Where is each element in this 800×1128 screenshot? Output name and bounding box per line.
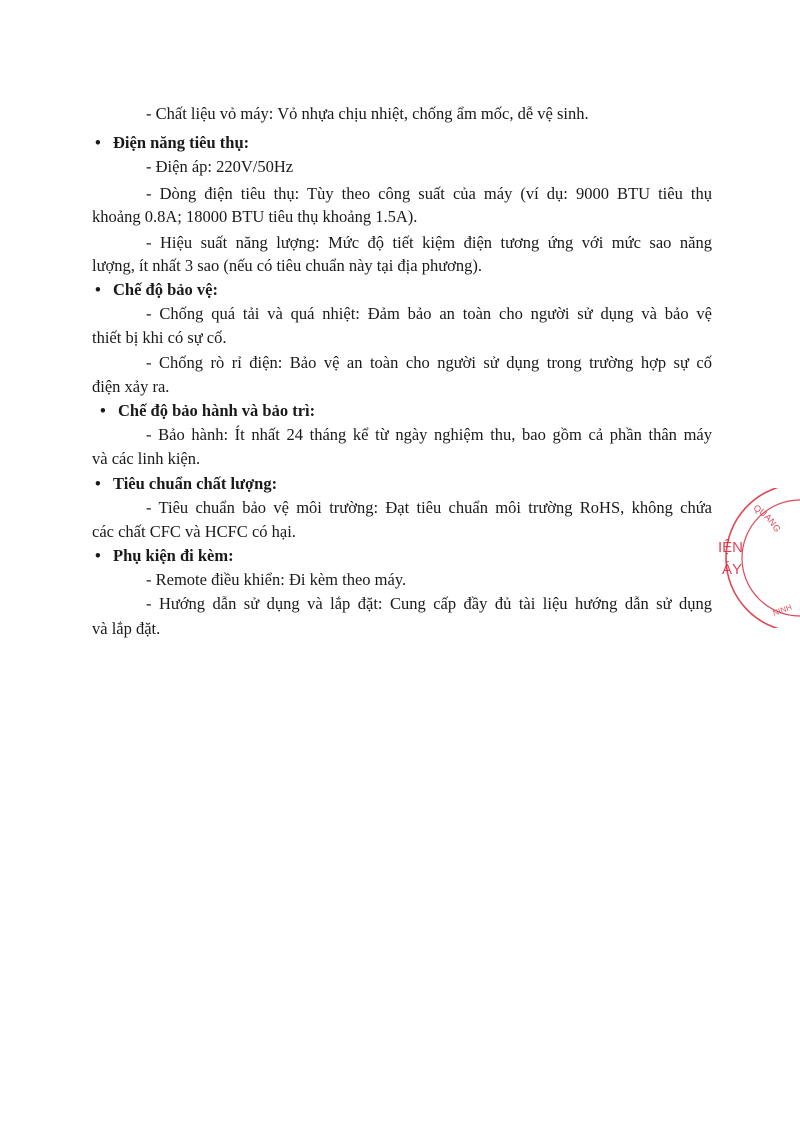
bullet: • xyxy=(100,401,106,420)
bullet: • xyxy=(95,546,101,565)
text-line: - Điện áp: 220V/50Hz xyxy=(146,157,294,176)
bullet: • xyxy=(95,133,101,152)
bullet: • xyxy=(95,474,101,493)
stamp-seal xyxy=(688,488,800,628)
section-heading xyxy=(95,546,715,566)
text-line: - Chất liệu vỏ máy: Vỏ nhựa chịu nhiệt, chống ẩm mốc, dễ vệ sinh. xyxy=(146,104,589,123)
section-heading xyxy=(95,474,715,494)
stamp-ring-text-2: NINH xyxy=(771,602,794,618)
text-line: - Remote điều khiển: Đi kèm theo máy. xyxy=(146,570,407,589)
text-line: - Chống quá tải và quá nhiệt: Đảm bảo an toàn cho người sử dụng và bảo vệ xyxy=(146,304,712,323)
text-line: - Chống rò rỉ điện: Bảo vệ an toàn cho người sử dụng trong trường hợp sự cố xyxy=(146,353,712,372)
text-line: - Hiệu suất năng lượng: Mức độ tiết kiệm điện tương ứng với mức sao năng xyxy=(146,233,712,252)
stamp-text-1: IỆN xyxy=(718,539,744,556)
stamp-text-2: ÁY xyxy=(722,561,743,578)
text-line: khoảng 0.8A; 18000 BTU tiêu thụ khoảng 1.5A). xyxy=(92,207,418,226)
text-line: - Bảo hành: Ít nhất 24 tháng kể từ ngày nghiệm thu, bao gồm cả phần thân máy xyxy=(146,425,712,444)
text-line: thiết bị khi có sự cố. xyxy=(92,328,227,347)
bullet: • xyxy=(95,280,101,299)
heading-text: Tiêu chuẩn chất lượng: xyxy=(113,474,278,493)
text-line: các chất CFC và HCFC có hại. xyxy=(92,522,296,541)
text-line: và lắp đặt. xyxy=(92,619,161,638)
stamp-ring-text: QUANG xyxy=(751,502,783,534)
heading-text: Điện năng tiêu thụ: xyxy=(113,133,250,152)
section-heading xyxy=(95,280,715,300)
text-line: - Tiêu chuẩn bảo vệ môi trường: Đạt tiêu chuẩn môi trường RoHS, không chứa xyxy=(146,498,712,517)
text-line: điện xảy ra. xyxy=(92,377,170,396)
section-heading xyxy=(100,401,720,421)
text-line: lượng, ít nhất 3 sao (nếu có tiêu chuẩn này tại địa phương). xyxy=(92,256,482,275)
heading-text: Chế độ bảo vệ: xyxy=(113,280,218,299)
heading-text: Phụ kiện đi kèm: xyxy=(113,546,234,565)
section-heading xyxy=(95,133,715,153)
svg-text:QUANG xyxy=(752,503,783,534)
heading-text: Chế độ bảo hành và bảo trì: xyxy=(118,401,316,420)
text-line: - Dòng điện tiêu thụ: Tùy theo công suất của máy (ví dụ: 9000 BTU tiêu thụ xyxy=(146,184,712,203)
text-line: và các linh kiện. xyxy=(92,449,201,468)
text-line: - Hướng dẫn sử dụng và lắp đặt: Cung cấp đầy đủ tài liệu hướng dẫn sử dụng xyxy=(146,594,712,613)
